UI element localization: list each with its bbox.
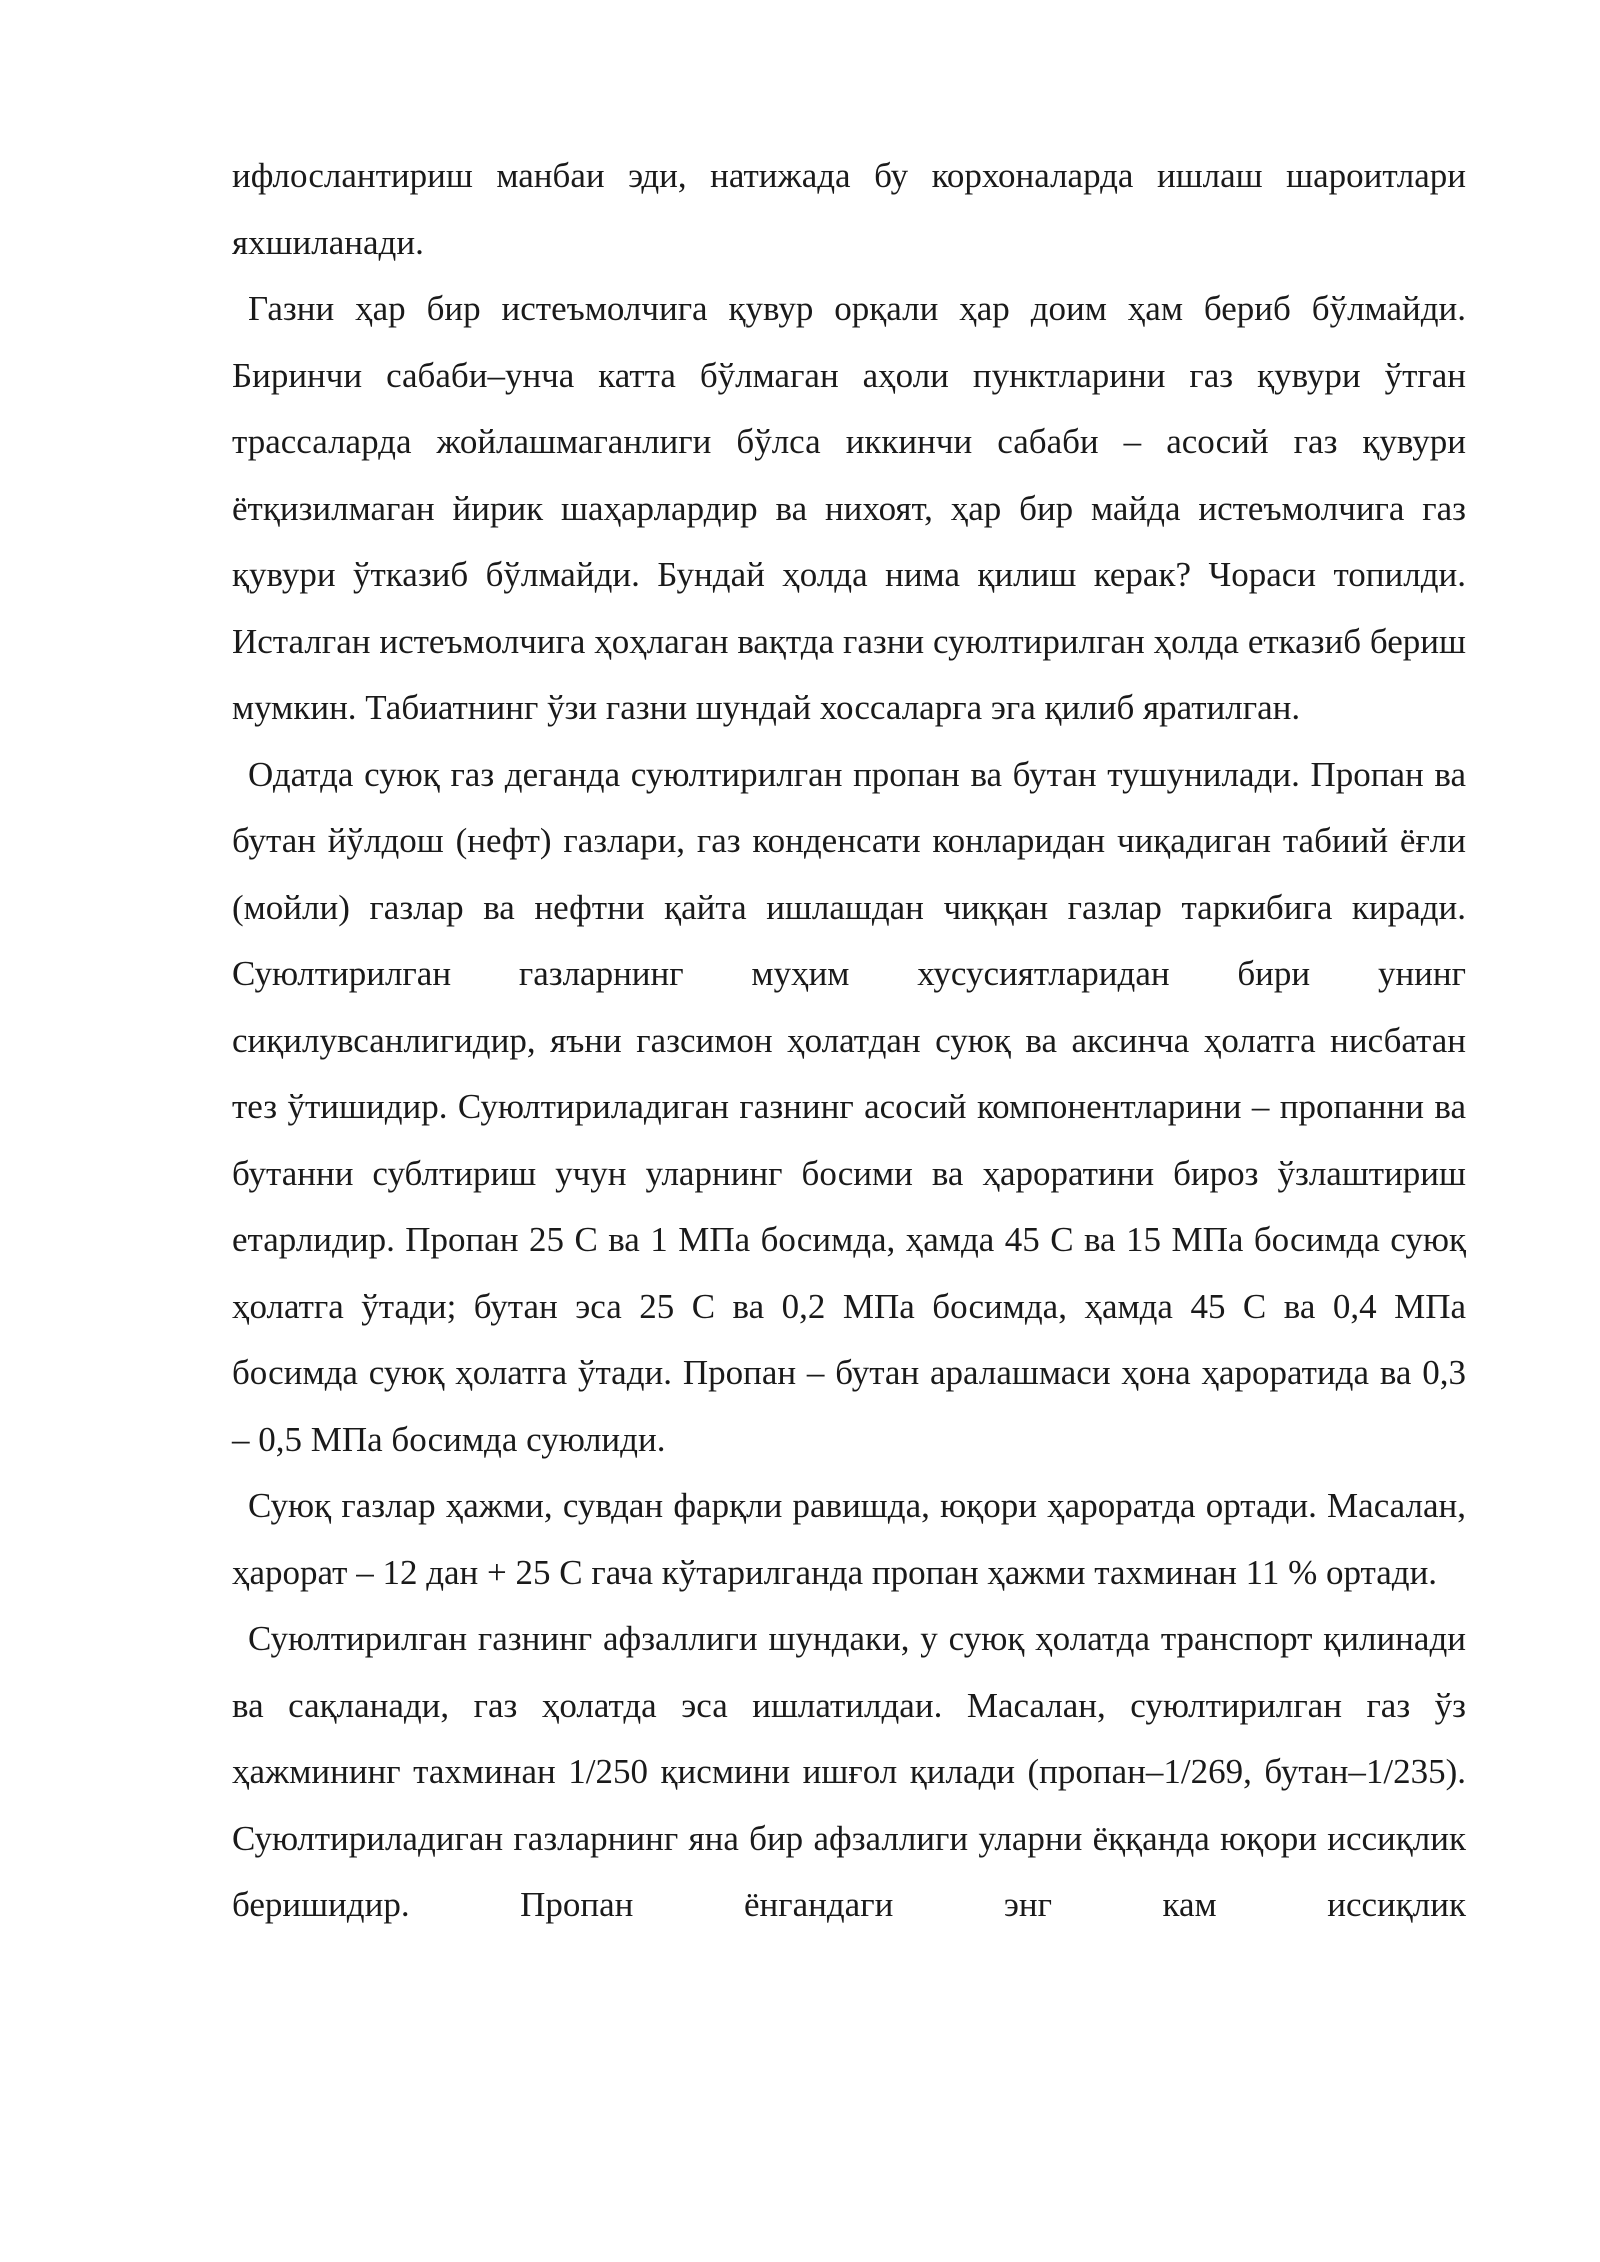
paragraph-3: Одатда суюқ газ деганда суюлтирилган пропан ва бутан тушунилади. Пропан ва бутан йўлдош (нефт) газлари, газ конденсати конларидан чиқадиган табиий ёғли (мойли) газлар ва нефтни қайта ишлашдан чиққан газлар таркибига киради. Суюлтирилган газларнинг муҳим хусусиятларидан бири унинг сиқилувсанлигидир, яъни газсимон ҳолатдан суюқ ва аксинча ҳолатга нисбатан тез ўтишидир. Суюлтириладиган газнинг асосий компонентларини – пропанни ва бутанни сублтириш учун уларнинг босими ва ҳароратини бироз ўзлаштириш етарлидир. Пропан 25 С ва 1 МПа босимда, ҳамда 45 С ва 15 МПа босимда суюқ ҳолатга ўтади; бутан эса 25 С ва 0,2 МПа босимда, ҳамда 45 С ва 0,4 МПа босимда суюқ ҳолатга ўтади. Пропан – бутан аралашмаси ҳона ҳароратида ва 0,3 – 0,5 МПа босимда суюлиди.	[232, 754, 1466, 1459]
paragraph-5: Суюлтирилган газнинг афзаллиги шундаки, у суюқ ҳолатда транспорт қилинади ва сақланади, газ ҳолатда эса ишлатилдаи. Масалан, суюлтирилган газ ўз ҳажмининг тахминан 1/250 қисмини ишғол қилади (пропан–1/269, бутан–1/235). Суюлтириладиган газларнинг яна бир афзаллиги уларни ёққанда юқори иссиқлик беришидир. Пропан ёнгандаги энг кам иссиқлик	[232, 1619, 1466, 1924]
document-page	[232, 143, 1466, 1939]
paragraph-2: Газни ҳар бир истеъмолчига қувур орқали ҳар доим ҳам бериб бўлмайди. Биринчи сабаби–унча катта бўлмаган аҳоли пунктларини газ қувури ўтган трассаларда жойлашмаганлиги бўлса иккинчи сабаби – асосий газ қувури ётқизилмаган йирик шаҳарлардир ва нихоят, ҳар бир майда истеъмолчига газ қувури ўтказиб бўлмайди. Бундай ҳолда нима қилиш керак? Чораси топилди. Исталган истеъмолчига ҳоҳлаган вақтда газни суюлтирилган ҳолда етказиб бериш мумкин. Табиатнинг ўзи газни шундай хоссаларга эга қилиб яратилган.	[232, 289, 1466, 727]
paragraph-4: Суюқ газлар ҳажми, сувдан фарқли равишда, юқори ҳароратда ортади. Масалан, ҳарорат – 12 дан + 25 С гача кўтарилганда пропан ҳажми тахминан 11 % ортади.	[232, 1486, 1466, 1592]
paragraph-1: ифлослантириш манбаи эди, натижада бу корхоналарда ишлаш шароитлари яхшиланади.	[232, 156, 1466, 262]
